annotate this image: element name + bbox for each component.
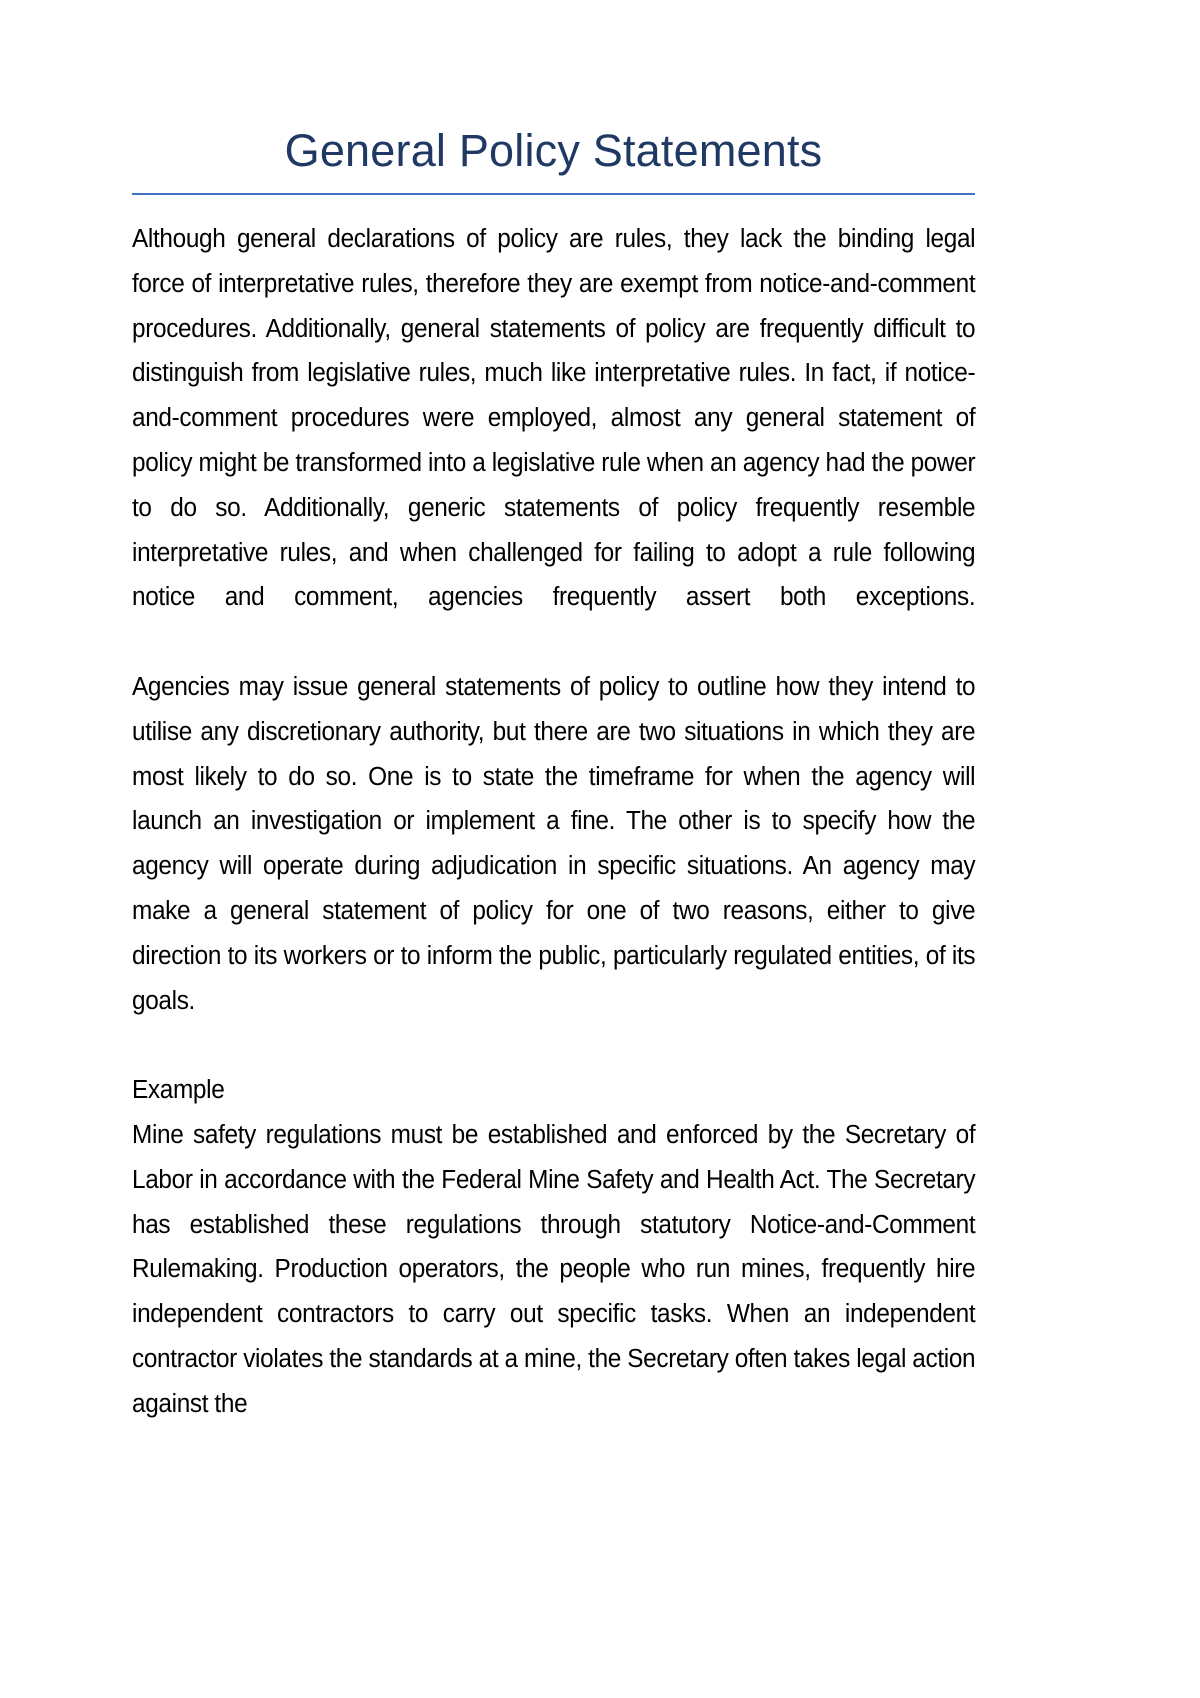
- example-heading: Example: [132, 1076, 225, 1105]
- paragraph-example-body: Mine safety regulations must be established and enforced by the Secretary of Labor in accordance with the Federal Mine Safety and Health Act. The Secretary has established these regulations through statutory Notice-and-Comment Rulemaking. Production operators, the people who run mines, frequently hire independent contractors to carry out specific tasks. When an independent contractor violates the standards at a mine, the Secretary often takes legal action against the: [132, 1120, 976, 1418]
- page-title: General Policy Statements: [284, 125, 823, 176]
- paragraph-intro: Although general declarations of policy are rules, they lack the binding legal force of interpretative rules, therefore they are exempt from notice-and-comment procedures. Additionally, general statements of policy are frequently difficult to distinguish from legislative rules, much like interpretative rules. In fact, if notice-and-comment procedures were employed, almost any general statement of policy might be transformed into a legislative rule when an agency had the power to do so. Additionally, generic statements of policy frequently resemble interpretative rules, and when challenged for failing to adopt a rule following notice and comment, agencies frequently assert both exceptions.: [132, 225, 976, 612]
- document-content: [132, 0, 975, 1427]
- paragraph-agencies: Agencies may issue general statements of policy to outline how they intend to utilise any discretionary authority, but there are two situations in which they are most likely to do so. One is to state the timeframe for when the agency will launch an investigation or implement a fine. The other is to specify how the agency will operate during adjudication in specific situations. An agency may make a general statement of policy for one of two reasons, either to give direction to its workers or to inform the public, particularly regulated entities, of its goals.: [132, 672, 976, 1015]
- title-underline-rule: [132, 193, 975, 195]
